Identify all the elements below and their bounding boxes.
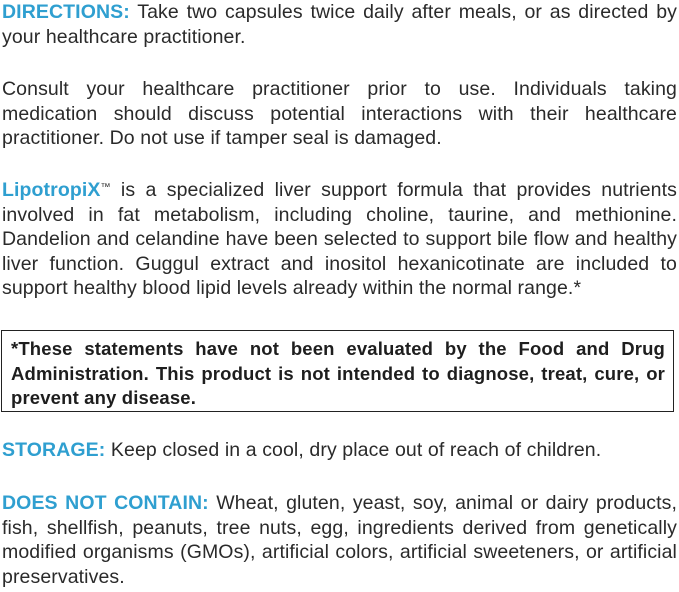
trademark-symbol: ™ [100,182,111,193]
storage-label: STORAGE: [2,439,106,461]
consult-warning: Consult your healthcare practitioner prior to use. Individuals taking medication should discuss potential interactions with their healthcare practitioner. Do not use if tamper seal is damaged. [2,78,677,149]
storage-text: Keep closed in a cool, dry place out of reach of children. [105,439,602,461]
product-description [2,178,677,301]
directions-label: DIRECTIONS: [2,1,130,23]
storage-section [2,438,601,463]
directions-section [2,0,677,49]
fda-disclaimer-box [1,330,674,412]
directions-text: Take two capsules twice daily after meals, or as directed by your healthcare practitioner. [2,1,677,48]
fda-disclaimer-text: *These statements have not been evaluated by the Food and Drug Administration. This product is not intended to diagnose, treat, cure, or prevent any disease. [11,338,665,408]
brand-name: LipotropiX [2,179,101,201]
does-not-contain-label: DOES NOT CONTAIN: [2,492,209,514]
does-not-contain-section [2,491,677,589]
does-not-contain-text: Wheat, gluten, yeast, soy, animal or dairy products, fish, shellfish, peanuts, tree nuts, egg, ingredients derived from genetically modified organisms (GMOs), artificial colors, artificial sweeteners, or artificial preservatives. [2,492,678,588]
description-text: is a specialized liver support formula that provides nutrients involved in fat metabolism, including choline, taurine, and methionine. Dandelion and celandine have been selected to support bile flow and healthy liver function. Guggul extract and inositol hexanicotinate are included to support healthy blood lipid levels already within the normal range.* [2,179,677,299]
